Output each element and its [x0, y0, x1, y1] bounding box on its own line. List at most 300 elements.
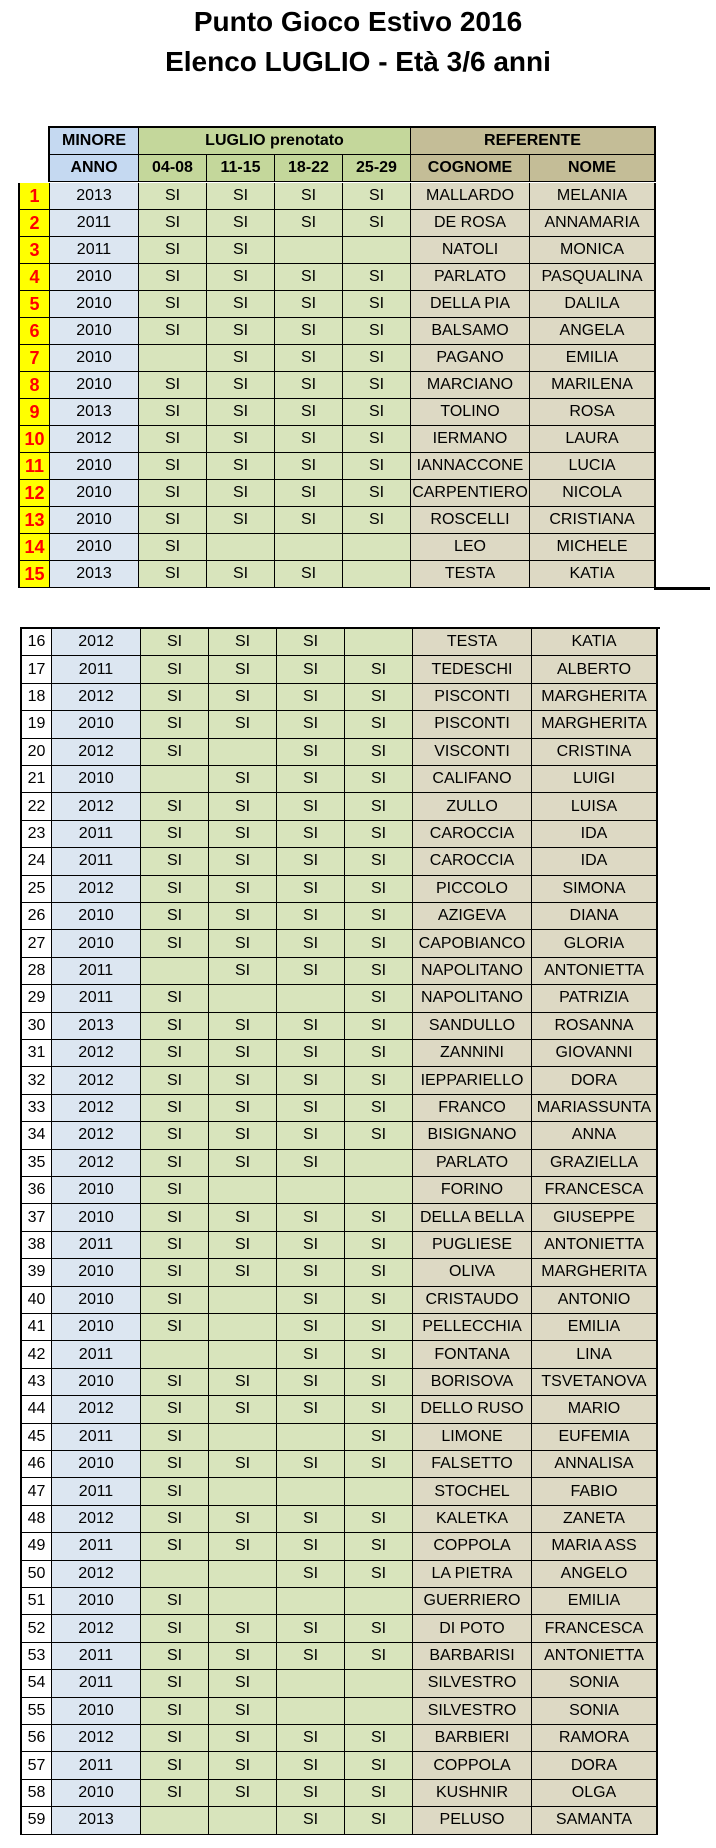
nome-cell: ANGELO [532, 1561, 658, 1588]
cognome-cell: TOLINO [411, 399, 530, 426]
anno-cell: 2012 [52, 1396, 141, 1423]
row-number: 32 [22, 1067, 52, 1094]
row-number: 31 [22, 1040, 52, 1067]
week-cell: SI [345, 793, 413, 820]
week-cell: SI [141, 1643, 209, 1670]
table-row [18, 480, 656, 507]
week-cell: SI [209, 1040, 277, 1067]
anno-cell: 2010 [50, 480, 139, 507]
anno-cell: 2011 [52, 656, 141, 683]
cognome-cell: SILVESTRO [413, 1670, 532, 1697]
cognome-cell: KALETKA [413, 1506, 532, 1533]
week-cell: SI [141, 1122, 209, 1149]
anno-cell: 2012 [52, 1561, 141, 1588]
table-row [18, 210, 656, 237]
week-cell [277, 985, 345, 1012]
week-cell: SI [277, 1451, 345, 1478]
week-cell: SI [141, 1725, 209, 1752]
anno-cell: 2012 [52, 1615, 141, 1642]
cognome-cell: PARLATO [411, 264, 530, 291]
nome-cell: GIUSEPPE [532, 1204, 658, 1231]
row-number: 28 [22, 958, 52, 985]
row-number: 59 [22, 1807, 52, 1834]
week-cell [345, 629, 413, 656]
anno-cell: 2011 [52, 958, 141, 985]
week-cell: SI [209, 1698, 277, 1725]
week-cell: SI [139, 561, 207, 588]
week-cell: SI [207, 399, 275, 426]
cognome-cell: CAROCCIA [413, 821, 532, 848]
row-number: 29 [22, 985, 52, 1012]
week-cell [209, 985, 277, 1012]
nome-cell: GIOVANNI [532, 1040, 658, 1067]
nome-cell: PATRIZIA [532, 985, 658, 1012]
row-number: 25 [22, 876, 52, 903]
cognome-cell: CARPENTIERO [411, 480, 530, 507]
table-row [18, 561, 656, 588]
week-cell: SI [209, 821, 277, 848]
week-cell [209, 1341, 277, 1368]
nome-cell: DORA [532, 1752, 658, 1779]
week-cell: SI [209, 1013, 277, 1040]
anno-cell: 2011 [52, 1643, 141, 1670]
week-cell: SI [141, 1588, 209, 1615]
cognome-cell: KUSHNIR [413, 1780, 532, 1807]
table-row [18, 318, 656, 345]
anno-cell: 2012 [52, 1150, 141, 1177]
week-cell: SI [209, 793, 277, 820]
nome-cell: NICOLA [530, 480, 656, 507]
week-cell: SI [207, 210, 275, 237]
week-cell: SI [141, 1369, 209, 1396]
week-cell: SI [141, 1533, 209, 1560]
header-anno: ANNO [50, 155, 139, 182]
week-cell: SI [209, 1232, 277, 1259]
table-row [20, 1424, 658, 1451]
cognome-cell: IEPPARIELLO [413, 1067, 532, 1094]
nome-cell: ALBERTO [532, 656, 658, 683]
week-cell: SI [141, 711, 209, 738]
row-number: 33 [22, 1095, 52, 1122]
week-cell: SI [275, 345, 343, 372]
week-cell: SI [275, 507, 343, 534]
week-cell [343, 561, 411, 588]
week-cell: SI [345, 656, 413, 683]
week-cell: SI [141, 1615, 209, 1642]
week-cell: SI [209, 1067, 277, 1094]
week-cell: SI [141, 684, 209, 711]
table-row [20, 930, 658, 957]
cognome-cell: LA PIETRA [413, 1561, 532, 1588]
week-cell: SI [141, 1232, 209, 1259]
anno-cell: 2011 [52, 985, 141, 1012]
week-cell: SI [141, 930, 209, 957]
week-cell: SI [277, 1561, 345, 1588]
cognome-cell: DELLO RUSO [413, 1396, 532, 1423]
week-cell: SI [343, 372, 411, 399]
week-cell [141, 766, 209, 793]
row-number: 49 [22, 1533, 52, 1560]
anno-cell: 2011 [52, 1670, 141, 1697]
week-cell: SI [345, 1725, 413, 1752]
nome-cell: ANTONIETTA [532, 1232, 658, 1259]
anno-cell: 2010 [52, 1698, 141, 1725]
week-cell: SI [209, 958, 277, 985]
cognome-cell: VISCONTI [413, 739, 532, 766]
nome-cell: FABIO [532, 1478, 658, 1505]
nome-cell: ANGELA [530, 318, 656, 345]
table-row [20, 711, 658, 738]
week-cell: SI [277, 1643, 345, 1670]
week-cell: SI [275, 183, 343, 210]
table-row [18, 291, 656, 318]
table-row [20, 1807, 658, 1834]
nome-cell: MELANIA [530, 183, 656, 210]
anno-cell: 2011 [52, 848, 141, 875]
week-cell: SI [345, 1506, 413, 1533]
nome-cell: ANTONIETTA [532, 1643, 658, 1670]
week-cell: SI [275, 561, 343, 588]
week-cell: SI [345, 1615, 413, 1642]
week-cell: SI [345, 1780, 413, 1807]
week-cell: SI [277, 629, 345, 656]
week-cell: SI [209, 1615, 277, 1642]
table-row [18, 453, 656, 480]
table-row [20, 1040, 658, 1067]
nome-cell: CRISTINA [532, 739, 658, 766]
week-cell: SI [345, 684, 413, 711]
week-cell: SI [209, 930, 277, 957]
cognome-cell: BARBARISI [413, 1643, 532, 1670]
week-cell: SI [141, 1451, 209, 1478]
week-cell: SI [343, 426, 411, 453]
row-number: 3 [20, 237, 50, 264]
cognome-cell: PICCOLO [413, 876, 532, 903]
row-number: 23 [22, 821, 52, 848]
week-cell: SI [141, 1259, 209, 1286]
week-cell: SI [275, 291, 343, 318]
week-cell: SI [343, 453, 411, 480]
week-cell [209, 1424, 277, 1451]
week-cell: SI [343, 399, 411, 426]
week-cell: SI [207, 291, 275, 318]
week-cell: SI [345, 1451, 413, 1478]
week-cell: SI [277, 1780, 345, 1807]
table-row [20, 766, 658, 793]
table-row [20, 739, 658, 766]
week-cell: SI [209, 1752, 277, 1779]
week-cell: SI [141, 821, 209, 848]
table-row [20, 1588, 658, 1615]
week-cell: SI [345, 1122, 413, 1149]
week-cell [277, 1478, 345, 1505]
nome-cell: MARGHERITA [532, 1259, 658, 1286]
week-cell: SI [277, 793, 345, 820]
cognome-cell: BORISOVA [413, 1369, 532, 1396]
week-cell: SI [139, 264, 207, 291]
cognome-cell: CAROCCIA [413, 848, 532, 875]
week-cell: SI [139, 480, 207, 507]
week-cell: SI [277, 876, 345, 903]
row-number: 14 [20, 534, 50, 561]
week-cell: SI [345, 985, 413, 1012]
anno-cell: 2012 [52, 739, 141, 766]
anno-cell: 2010 [50, 291, 139, 318]
anno-cell: 2012 [52, 684, 141, 711]
nome-cell: MARIA ASS [532, 1533, 658, 1560]
week-cell [345, 1177, 413, 1204]
anno-cell: 2010 [52, 1451, 141, 1478]
anno-cell: 2010 [52, 766, 141, 793]
week-cell: SI [209, 1259, 277, 1286]
header-week-11-15: 11-15 [207, 155, 275, 182]
cognome-cell: COPPOLA [413, 1752, 532, 1779]
week-cell: SI [209, 1725, 277, 1752]
week-cell: SI [141, 848, 209, 875]
cognome-cell: STOCHEL [413, 1478, 532, 1505]
row-number: 54 [22, 1670, 52, 1697]
anno-cell: 2012 [52, 1725, 141, 1752]
week-cell: SI [343, 318, 411, 345]
week-cell: SI [277, 766, 345, 793]
row-number: 13 [20, 507, 50, 534]
week-cell: SI [277, 711, 345, 738]
week-cell: SI [141, 903, 209, 930]
week-cell: SI [345, 1752, 413, 1779]
row-number: 44 [22, 1396, 52, 1423]
cognome-cell: COPPOLA [413, 1533, 532, 1560]
row-number: 8 [20, 372, 50, 399]
week-cell: SI [141, 1040, 209, 1067]
row-number: 46 [22, 1451, 52, 1478]
week-cell [345, 1150, 413, 1177]
week-cell [207, 534, 275, 561]
week-cell: SI [141, 656, 209, 683]
week-cell [343, 237, 411, 264]
week-cell: SI [345, 1287, 413, 1314]
week-cell: SI [277, 930, 345, 957]
row-number: 1 [20, 183, 50, 210]
row-number: 18 [22, 684, 52, 711]
week-cell: SI [139, 534, 207, 561]
week-cell [209, 1807, 277, 1834]
anno-cell: 2010 [52, 1177, 141, 1204]
week-cell [209, 1314, 277, 1341]
row-number: 37 [22, 1204, 52, 1231]
week-cell: SI [209, 629, 277, 656]
week-cell: SI [275, 372, 343, 399]
week-cell: SI [207, 507, 275, 534]
row-number: 6 [20, 318, 50, 345]
nome-cell: FRANCESCA [532, 1615, 658, 1642]
week-cell: SI [141, 739, 209, 766]
anno-cell: 2010 [50, 453, 139, 480]
nome-cell: LUIGI [532, 766, 658, 793]
week-cell: SI [343, 507, 411, 534]
week-cell: SI [209, 848, 277, 875]
week-cell: SI [141, 1067, 209, 1094]
table-row [18, 399, 656, 426]
row-number: 34 [22, 1122, 52, 1149]
week-cell: SI [141, 629, 209, 656]
row-number: 9 [20, 399, 50, 426]
week-cell: SI [207, 561, 275, 588]
week-cell: SI [345, 1807, 413, 1834]
anno-cell: 2013 [52, 1807, 141, 1834]
week-cell: SI [277, 821, 345, 848]
anno-cell: 2010 [52, 930, 141, 957]
anno-cell: 2012 [52, 793, 141, 820]
week-cell: SI [209, 711, 277, 738]
week-cell: SI [209, 1122, 277, 1149]
week-cell: SI [139, 183, 207, 210]
week-cell: SI [139, 291, 207, 318]
week-cell: SI [141, 876, 209, 903]
nome-cell: SAMANTA [532, 1807, 658, 1834]
week-cell: SI [345, 1341, 413, 1368]
week-cell: SI [141, 1013, 209, 1040]
week-cell [141, 1341, 209, 1368]
week-cell: SI [275, 426, 343, 453]
page-title: Punto Gioco Estivo 2016 [193, 6, 523, 37]
week-cell: SI [277, 1122, 345, 1149]
nome-cell: ROSANNA [532, 1013, 658, 1040]
week-cell [141, 1561, 209, 1588]
row-number: 56 [22, 1725, 52, 1752]
header-week-25-29: 25-29 [343, 155, 411, 182]
table-row [20, 985, 658, 1012]
row-number: 51 [22, 1588, 52, 1615]
header-minore: MINORE [50, 128, 139, 155]
row-number: 19 [22, 711, 52, 738]
row-number: 15 [20, 561, 50, 588]
cognome-cell: PUGLIESE [413, 1232, 532, 1259]
row-number: 45 [22, 1424, 52, 1451]
week-cell: SI [345, 848, 413, 875]
week-cell: SI [345, 711, 413, 738]
nome-cell: EMILIA [530, 345, 656, 372]
anno-cell: 2011 [52, 1232, 141, 1259]
week-cell [277, 1424, 345, 1451]
week-cell: SI [141, 1204, 209, 1231]
header-week-18-22: 18-22 [275, 155, 343, 182]
cognome-cell: PELUSO [413, 1807, 532, 1834]
row-number: 16 [22, 629, 52, 656]
table-row [20, 1725, 658, 1752]
week-cell [209, 1588, 277, 1615]
week-cell: SI [209, 876, 277, 903]
week-cell [209, 1561, 277, 1588]
week-cell [139, 345, 207, 372]
week-cell: SI [141, 1780, 209, 1807]
week-cell: SI [345, 1067, 413, 1094]
cognome-cell: IANNACCONE [411, 453, 530, 480]
week-cell: SI [345, 1561, 413, 1588]
week-cell: SI [141, 1478, 209, 1505]
row-number: 42 [22, 1341, 52, 1368]
week-cell: SI [277, 1369, 345, 1396]
table-row [20, 1013, 658, 1040]
week-cell: SI [139, 318, 207, 345]
anno-cell: 2012 [52, 1067, 141, 1094]
week-cell: SI [209, 766, 277, 793]
cognome-cell: SANDULLO [413, 1013, 532, 1040]
week-cell: SI [277, 1314, 345, 1341]
week-cell: SI [277, 739, 345, 766]
row-number: 4 [20, 264, 50, 291]
table-row [20, 1122, 658, 1149]
week-cell: SI [141, 1752, 209, 1779]
row-number: 10 [20, 426, 50, 453]
week-cell: SI [209, 1396, 277, 1423]
anno-cell: 2010 [52, 1259, 141, 1286]
week-cell: SI [345, 1643, 413, 1670]
week-cell: SI [277, 1040, 345, 1067]
week-cell: SI [141, 793, 209, 820]
table-row [20, 1780, 658, 1807]
row-number: 35 [22, 1150, 52, 1177]
nome-cell: MICHELE [530, 534, 656, 561]
week-cell: SI [277, 1615, 345, 1642]
week-cell: SI [209, 1670, 277, 1697]
nome-cell: TSVETANOVA [532, 1369, 658, 1396]
row-number: 43 [22, 1369, 52, 1396]
anno-cell: 2010 [50, 372, 139, 399]
nome-cell: MARGHERITA [532, 711, 658, 738]
anno-cell: 2013 [50, 561, 139, 588]
nome-cell: MARILENA [530, 372, 656, 399]
nome-cell: FRANCESCA [532, 1177, 658, 1204]
row-number: 30 [22, 1013, 52, 1040]
anno-cell: 2012 [52, 1122, 141, 1149]
nome-cell: IDA [532, 821, 658, 848]
cognome-cell: FALSETTO [413, 1451, 532, 1478]
table-row [20, 821, 658, 848]
nome-cell: GLORIA [532, 930, 658, 957]
nome-cell: IDA [532, 848, 658, 875]
row-number: 22 [22, 793, 52, 820]
row-number: 27 [22, 930, 52, 957]
week-cell: SI [345, 1232, 413, 1259]
row-number: 50 [22, 1561, 52, 1588]
nome-cell: EMILIA [532, 1588, 658, 1615]
week-cell: SI [277, 1259, 345, 1286]
week-cell: SI [345, 1314, 413, 1341]
nome-cell: LUCIA [530, 453, 656, 480]
week-cell [209, 1177, 277, 1204]
row-number: 26 [22, 903, 52, 930]
anno-cell: 2012 [50, 426, 139, 453]
nome-cell: ANTONIETTA [532, 958, 658, 985]
row-number: 38 [22, 1232, 52, 1259]
cognome-cell: IERMANO [411, 426, 530, 453]
header-row-groups [48, 126, 656, 155]
row-number: 2 [20, 210, 50, 237]
cognome-cell: LEO [411, 534, 530, 561]
nome-cell: LUISA [532, 793, 658, 820]
week-cell [275, 534, 343, 561]
week-cell: SI [275, 399, 343, 426]
table-row [18, 426, 656, 453]
table-row [20, 848, 658, 875]
week-cell: SI [139, 507, 207, 534]
cognome-cell: TEDESCHI [413, 656, 532, 683]
nome-cell: ANNA [532, 1122, 658, 1149]
row-number: 47 [22, 1478, 52, 1505]
cognome-cell: TESTA [413, 629, 532, 656]
cognome-cell: MALLARDO [411, 183, 530, 210]
table-row [18, 507, 656, 534]
